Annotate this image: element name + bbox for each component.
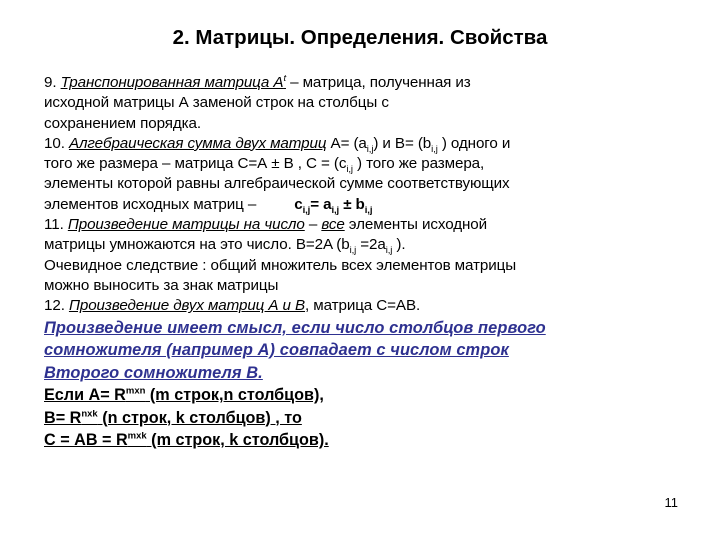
item-10-line-2: того же размера – матрица С=А ± В , $С = (c_{i,j}$ ) того же размера, bbox=[44, 155, 485, 176]
item-11-term: Произведение матрицы на число bbox=[67, 216, 305, 234]
sum-formula: $c_{i,j}= a_{i,j} \pm b_{i,j}$ bbox=[294, 195, 373, 216]
note-line-1: Произведение имеет смысл, если число столбцов первого bbox=[44, 318, 546, 337]
item-12-number: 12. bbox=[44, 297, 69, 315]
item-11-number: 11. bbox=[44, 216, 68, 234]
item-11-line-3: Очевидное следствие : общий множитель всех элементов матрицы bbox=[44, 256, 517, 274]
item-12-term: Произведение двух матриц А и В bbox=[68, 297, 306, 315]
dim-a-line: Если $А= R^{mxn}$ (m строк,n столбцов), bbox=[44, 385, 324, 405]
item-10-line-4: элементов исходных матриц – $c_{i,j}= a_{i,j} \pm b_{i,j}$ bbox=[44, 195, 373, 216]
transpose-superscript: t bbox=[283, 72, 286, 84]
slide-title: 2. Матрицы. Определения. Свойства bbox=[172, 26, 548, 49]
item-12-line-1: 12. Произведение двух матриц А и В, матрица С=АВ. bbox=[44, 297, 421, 315]
item-10-line-1: 10. Алгебраическая сумма двух матриц $А= (a_{i,j})$ и $В= (b_{i,j}$ ) одного и bbox=[44, 134, 511, 155]
item-9-term: Транспонированная матрица $A^t$ bbox=[60, 72, 286, 91]
item-9-line-1: 9. Транспонированная матрица $A^t$ – матрица, полученная из bbox=[44, 72, 471, 91]
item-11-line-1: 11. Произведение матрицы на число – все элементы исходной bbox=[44, 216, 487, 234]
page-number: 11 bbox=[664, 495, 678, 510]
item-10-term: Алгебраическая сумма двух матриц bbox=[68, 134, 327, 152]
dim-b-line: $В= R^{nxk}$ (n строк, k столбцов) , то bbox=[44, 408, 302, 427]
dim-c-line: С = АВ = $R^{mxk}$ (m строк, k столбцов). bbox=[44, 430, 329, 450]
note-line-2: сомножителя (например А) совпадает с числом строк bbox=[44, 341, 509, 360]
item-11-term-all: все bbox=[321, 216, 345, 234]
item-9-number: 9. bbox=[44, 74, 61, 91]
item-11-line-4: можно выносить за знак матрицы bbox=[44, 276, 279, 294]
item-11-line-2: матрицы умножаются на это число. B=2A ($b_{i,j} =2a_{i,j}$ ). bbox=[44, 236, 406, 257]
item-9-line-3: сохранением порядка. bbox=[44, 114, 202, 132]
item-10-line-3: элементы которой равны алгебраической сумме соответствующих bbox=[44, 175, 510, 193]
item-9-line-2: исходной матрицы А заменой строк на столбцы с bbox=[44, 94, 389, 112]
note-line-3: Второго сомножителя В. bbox=[44, 363, 263, 382]
item-10-number: 10. bbox=[44, 134, 69, 152]
slide-content bbox=[44, 73, 684, 452]
